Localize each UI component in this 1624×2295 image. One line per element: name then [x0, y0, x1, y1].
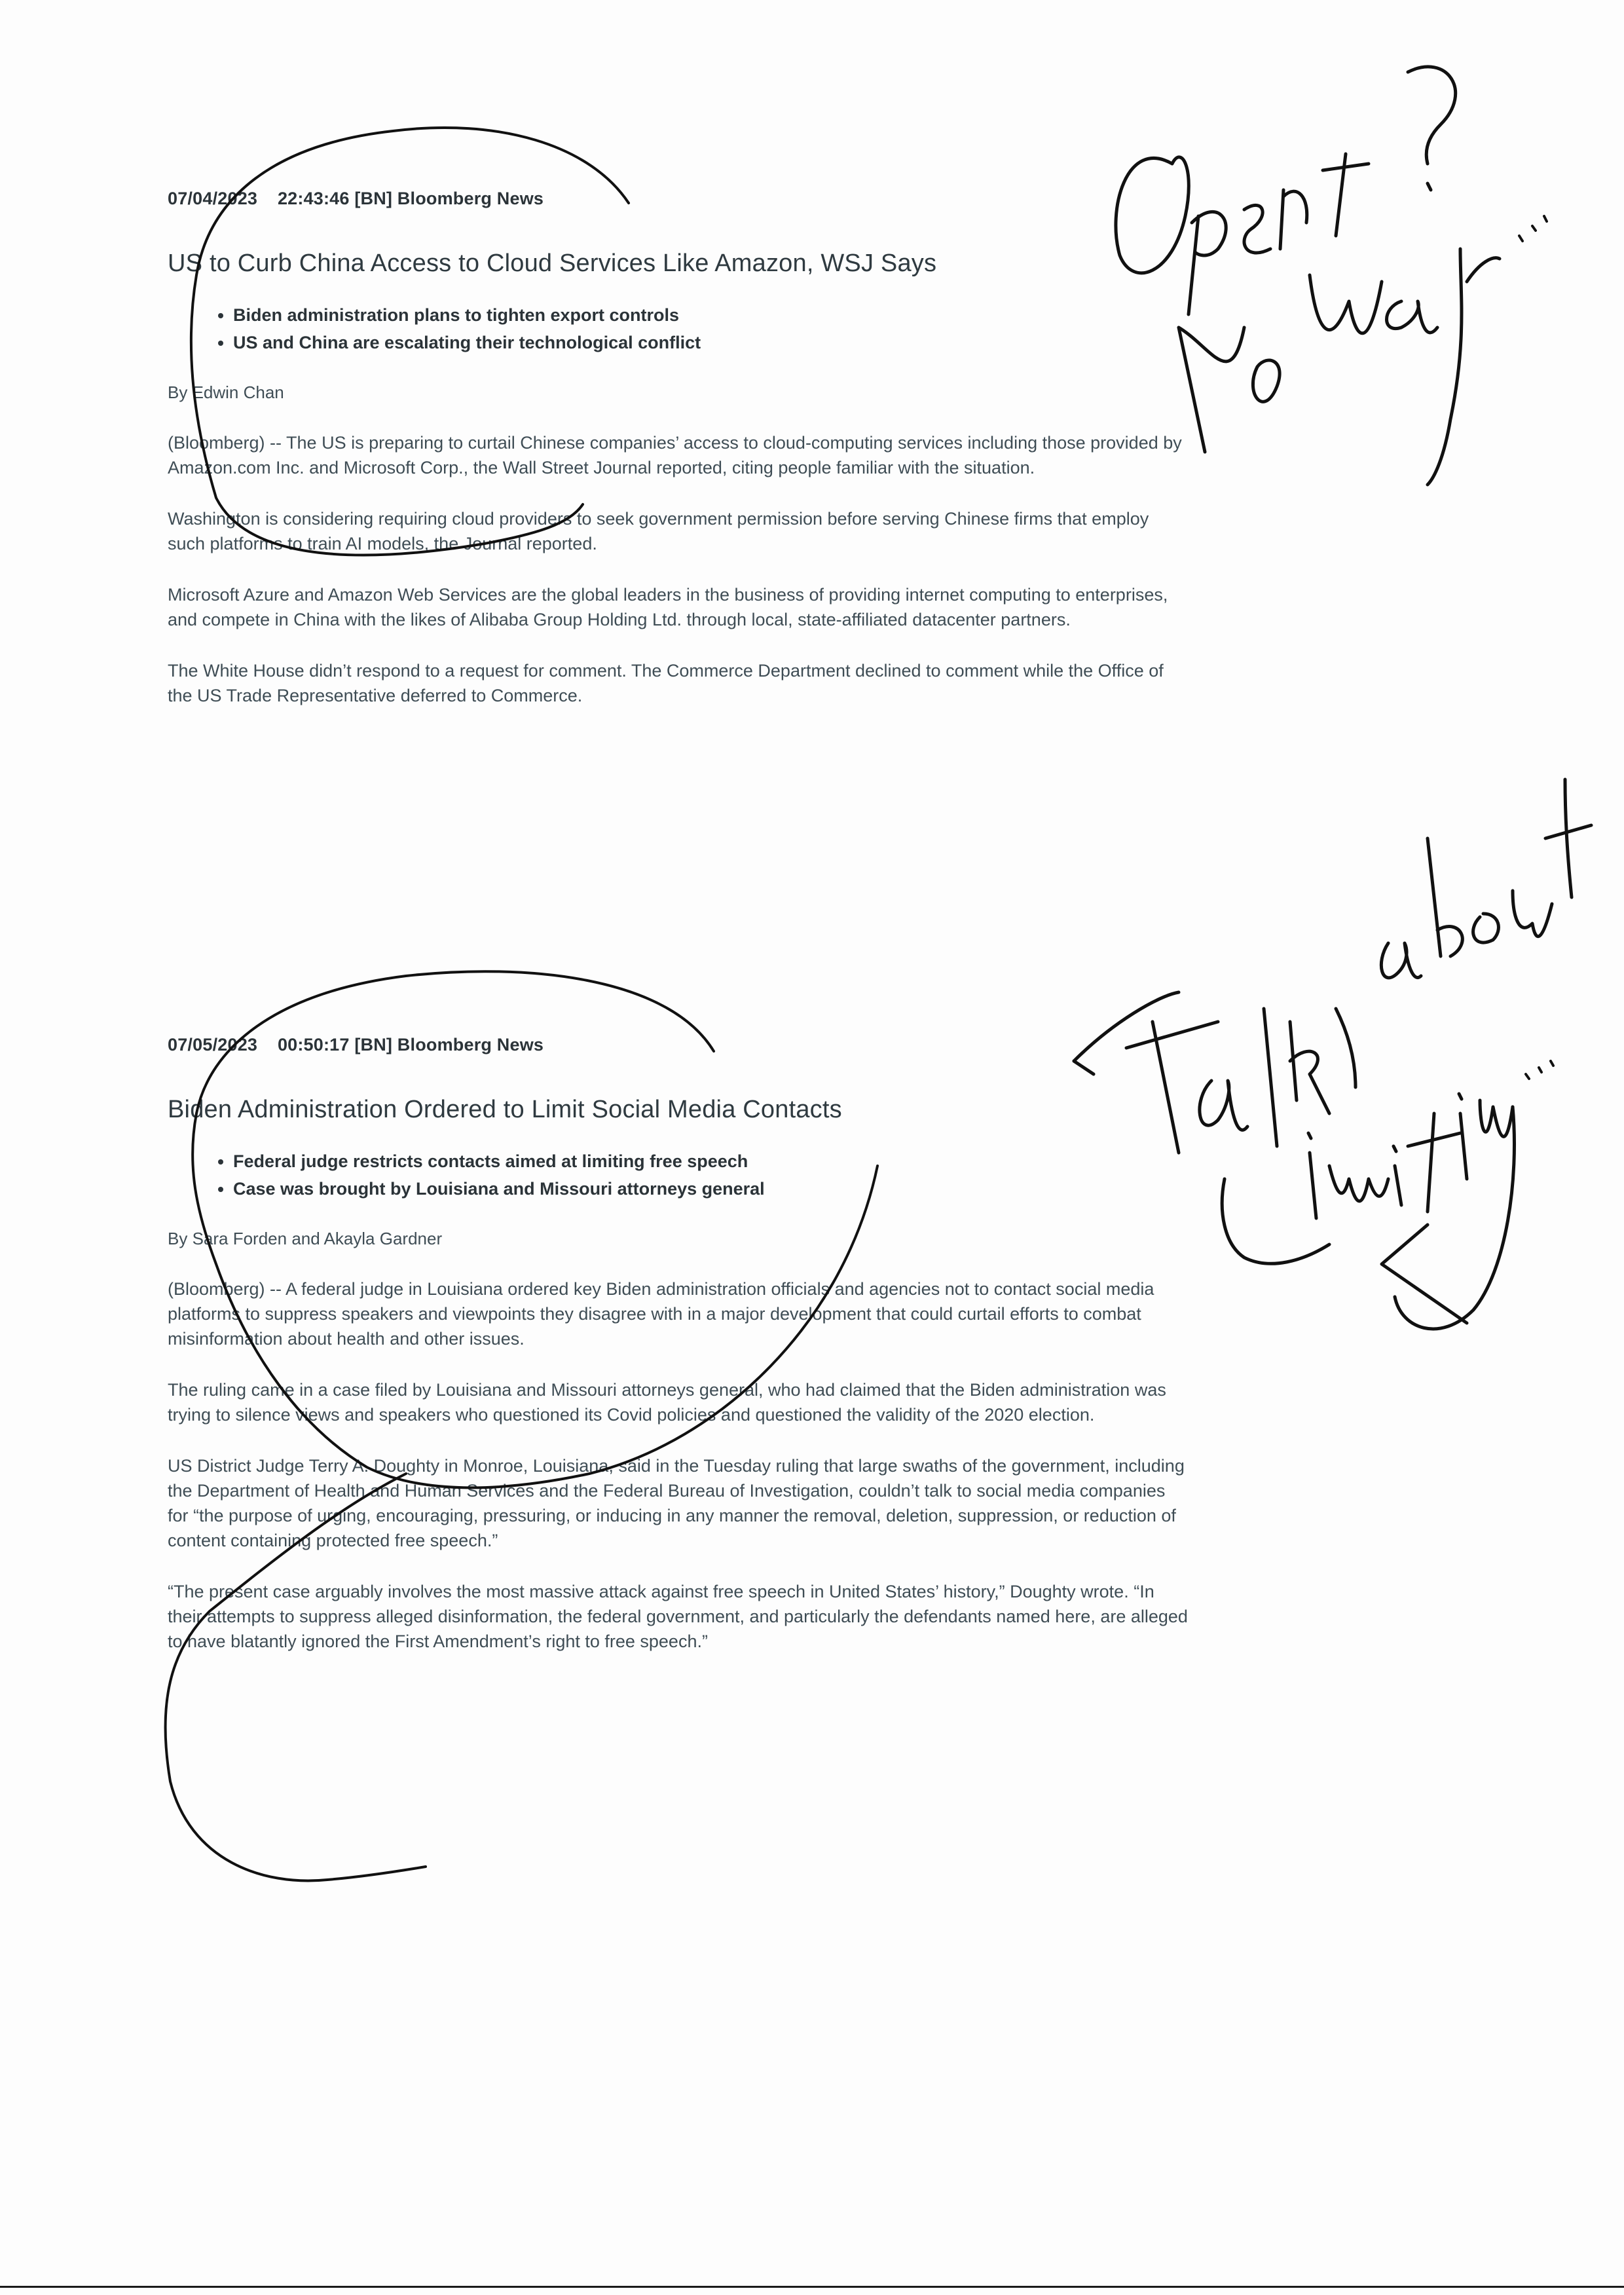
article-social-media [168, 1035, 1189, 1654]
article-timestamp: 07/04/2023 22:43:46 [BN] Bloomberg News [168, 189, 544, 208]
article-headline: US to Curb China Access to Cloud Services Like Amazon, WSJ Says [168, 250, 937, 277]
article-cloud-services [168, 189, 1189, 708]
article-paragraph: (Bloomberg) -- A federal judge in Louisiana ordered key Biden administration officials and agencies not to contact social media platforms to suppress speakers and viewpoints they disagree with in a major development that could curtail efforts to combat misinformation about health and other issues. [168, 1279, 1154, 1349]
article-paragraph: (Bloomberg) -- The US is preparing to curtail Chinese companies’ access to cloud-computing services including those provided by Amazon.com Inc. and Microsoft Corp., the Wall Street Journal reported, citing people familiar with the situation. [168, 433, 1182, 477]
article-timestamp: 07/05/2023 00:50:17 [BN] Bloomberg News [168, 1035, 544, 1054]
article-byline: By Sara Forden and Akayla Gardner [168, 1229, 443, 1248]
article-paragraph: Microsoft Azure and Amazon Web Services are the global leaders in the business of providing internet computing to enterprises, and compete in China with the likes of Alibaba Group Holding Ltd. through local, state-affiliated datacenter partners. [168, 585, 1168, 629]
article-paragraph: Washington is considering requiring cloud providers to seek government permission before serving Chinese firms that employ such platforms to train AI models, the Journal reported. [168, 509, 1149, 553]
article-paragraph: “The present case arguably involves the most massive attack against free speech in United States’ history,” Doughty wrote. “In their attempts to suppress alleged disinformation, the federal government, and particularly the defendants named here, are alleged to have blatantly ignored the First Amendment’s right to free speech.” [168, 1582, 1188, 1651]
article-bullets [168, 301, 1189, 356]
bullet-item: • Case was brought by Louisiana and Missouri attorneys general [233, 1175, 1189, 1203]
page-bottom-edge [0, 2286, 1624, 2288]
article-paragraph: The White House didn’t respond to a request for comment. The Commerce Department declined to comment while the Office of the US Trade Representative deferred to Commerce. [168, 661, 1164, 705]
article-paragraph: US District Judge Terry A. Doughty in Monroe, Louisiana, said in the Tuesday ruling that large swaths of the government, including the Department of Health and Human Services and the Federal Bureau of Investigation, couldn’t talk to social media companies for “the purpose of urging, encouraging, pressuring, or inducing in any manner the removal, deletion, suppression, or reduction of content containing protected free speech.” [168, 1456, 1185, 1550]
bullet-item: • Biden administration plans to tighten export controls [233, 301, 1189, 329]
article-bullets [168, 1148, 1189, 1203]
article-headline: Biden Administration Ordered to Limit Social Media Contacts [168, 1096, 842, 1123]
article-paragraph: The ruling came in a case filed by Louisiana and Missouri attorneys general, who had claimed that the Biden administration was trying to silence views and speakers who questioned its Covid policies and questioned the validity of the 2020 election. [168, 1380, 1166, 1425]
bullet-item: • Federal judge restricts contacts aimed at limiting free speech [233, 1148, 1189, 1175]
bullet-item: • US and China are escalating their technological conflict [233, 329, 1189, 356]
article-byline: By Edwin Chan [168, 382, 284, 402]
